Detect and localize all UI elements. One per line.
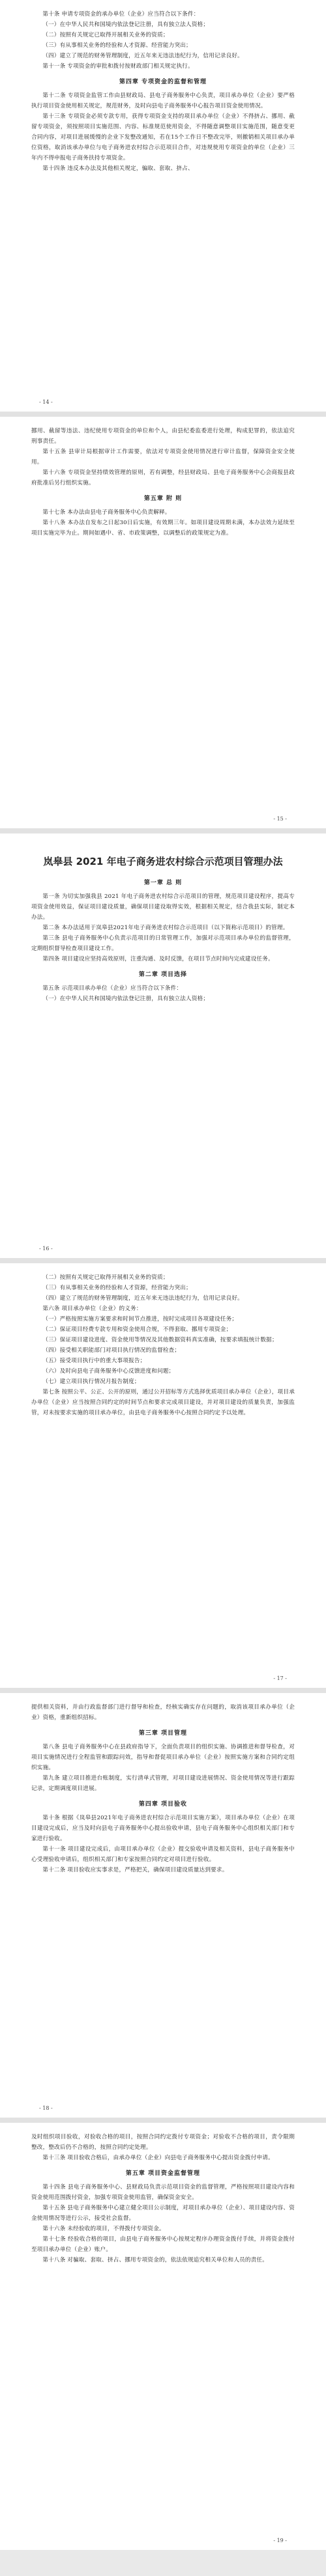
chapter-heading: 第一章 总 则 xyxy=(143,880,183,886)
paragraph: 第十一条 项目建设完成后，由项目承办单位（企业）提交验收申请及相关资料，县电子商务服务中心受理验收申请后，组织相关部门和专家按照合同约定对项目进行验收。 xyxy=(31,1846,295,1863)
paragraph: （一）在中华人民共和国境内依法登记注册，具有独立法人资格； xyxy=(42,21,209,28)
chapter-heading: 第四章 专项资金的监督和管理 xyxy=(119,79,207,85)
document-title: 岚皋县 2021 年电子商务进农村综合示范项目管理办法 xyxy=(43,856,283,867)
paragraph: （三）有从事相关业务的经验和人才资源，经营能力突出； xyxy=(42,1285,192,1291)
paragraph: 第十八条 对骗取、套取、挤占、挪用专项资金的，依法依规追究相关单位和人员的责任。 xyxy=(42,2257,269,2263)
paragraph: 第八条 县电子商务服务中心在县政府指导下，全面负责项目的组织实施、协调推进和督导检查，对项目实施情况进行全程监管和跟踪问效，指导和督促项目承办单位（企业）按照实施方案和合同约定组织实施。 xyxy=(31,1744,295,1771)
page-number: - 14 - xyxy=(39,399,53,405)
paragraph: 第十三条 项目验收合格后，由承办单位（企业）向县电子商务服务中心提出资金拨付申请。 xyxy=(42,2155,274,2161)
paragraph: （一）严格按照实施方案要求和时间节点推进，按时完成项目各项建设任务； xyxy=(42,1316,238,1323)
page-body xyxy=(31,2132,295,2265)
paragraph: 第六条 项目承办单位（企业）的义务： xyxy=(42,1306,142,1312)
paragraph: 第一条 为切实加强我县 2021 年电子商务进农村综合示范项目的管理，规范项目建设程序，提高专项资金使用效益，保证项目建设质量，确保项目建设取得实效，根据相关规定，结合我县实际，制定本办法。 xyxy=(31,893,295,921)
page-body xyxy=(31,426,295,539)
chapter-heading: 第五章 附 则 xyxy=(143,496,183,502)
paragraph: （四）建立了规范的财务管理制度，近五年来无违法违纪行为，信用记录良好。 xyxy=(42,53,243,59)
paragraph: 第十七条 经验收合格的项目，由县电子商务服务中心按规定程序办理资金拨付手续，并将资金拨付至项目承办单位（企业）账户。 xyxy=(31,2236,295,2253)
paragraph: 第十四条 县电子商务服务中心、县财政局负责示范项目资金的监督管理，严格按照项目建设内容和资金使用范围拨付资金，加强专项资金使用监管，确保资金安全。 xyxy=(31,2184,295,2201)
paragraph: 第十六条 未经验收的项目，不得拨付专项资金。 xyxy=(42,2226,165,2232)
paragraph: 第三条 县电子商务服务中心负责示范项目的日常管理工作，加强对示范项目承办单位的监督管理，定期组织督导检查项目建设工作。 xyxy=(31,935,295,952)
paragraph: （七）建立项目执行情况月报告制度； xyxy=(42,1379,140,1385)
paragraph: 第四条 项目建设应坚持高效原则，注重沟通、及时反馈，在项目节点时间内完成建设任务。 xyxy=(42,956,274,962)
page-18 xyxy=(0,1693,326,2123)
paragraph: （六）及时向县电子商务服务中心反馈进度和问题； xyxy=(42,1368,175,1375)
page-16 xyxy=(0,833,326,1263)
paragraph: 第十条 根据《岚皋县2021年电子商务进农村综合示范项目实施方案》，项目承办单位（企业）在项目建设完成后，应当及时向县电子商务服务中心提出验收申请，县电子商务服务中心组织相关部门和专家进行验收。 xyxy=(31,1815,295,1842)
paragraph: 第十二条 项目验收应实事求是，严格把关，确保项目建设质量达到要求。 xyxy=(42,1867,228,1873)
paragraph: （三）保证项目建设进度、资金使用等情况及其他数据资料真实准确，按要求填报统计数据； xyxy=(42,1337,278,1343)
page-body xyxy=(31,1272,295,1418)
page-number: - 15 - xyxy=(273,816,287,822)
paragraph: （五）接受项目执行中的重大事项报告； xyxy=(42,1358,146,1364)
paragraph: 挪用、截留等违法、违纪使用专项资金的单位和个人，由县纪委监委进行处理，构成犯罪的，依法追究刑事责任。 xyxy=(31,428,295,445)
page-number: - 18 - xyxy=(39,2105,53,2111)
paragraph: （一）在中华人民共和国境内依法登记注册，具有独立法人资格； xyxy=(42,996,209,1002)
paragraph: 第十八条 本办法自发布之日起30日后实施，有效期三年。如项目建设周期未满，本办法效力延续至项目实施完毕为止。期间如遇中、省、市政策调整，以调整后的政策规定为准。 xyxy=(31,520,295,537)
paragraph: 第五条 示范项目承办单位（企业）应当符合以下条件： xyxy=(42,985,183,992)
paragraph: 第十六条 专项资金坚持绩效管理的原则，若有调整，经县财政局、县电子商务服务中心会商报县政府批准后另行组织实施。 xyxy=(31,469,295,486)
page-17 xyxy=(0,1263,326,1693)
paragraph: 第十条 申请专项资金的承办单位（企业）应当符合以下条件： xyxy=(42,11,200,18)
paragraph: 第十四条 违反本办法及其他相关规定，骗取、套取、挤占、 xyxy=(42,165,194,172)
paragraph: 第十五条 县电子商务服务中心建立健全项目公示制度，对项目承办单位（企业）、项目建设内容、资金使用情况等进行公示，接受社会监督。 xyxy=(31,2205,295,2222)
paragraph: （二）按照有关规定已取得开展相关业务的资质； xyxy=(42,32,169,38)
paragraph: 第十二条 专项资金监管工作由县财政局、县电子商务服务中心负责，项目承办单位（企业）要严格执行项目资金使用相关规定，规范财务，及时向县电子商务服务中心报告项目资金使用情况。 xyxy=(31,92,295,109)
page-14 xyxy=(0,0,326,417)
paragraph: 第十三条 专项资金必须专款专用，获得专项资金支持的项目承办单位（企业）不得挤占、挪用、截留专项资金，须按照项目实施范围、内容、标准规范使用资金，不得随意调整项目实施范围，随意变更合同内容，对项目进展缓慢的企业下发整改通知，若在15个工作日不整改完毕，则撤销相关项目承办单位资格，取消该承办单位与电子商务进农村综合示范项目合作，对违规使用专项资金的单位（企业）三年内不得申报电子商务扶持专项资金。 xyxy=(31,113,295,161)
page-number: - 17 - xyxy=(273,1675,287,1681)
page-15 xyxy=(0,417,326,833)
paragraph: （二）按照有关规定已取得开展相关业务的资质； xyxy=(42,1274,169,1281)
paragraph: 第十七条 本办法由县电子商务服务中心负责解释。 xyxy=(42,509,171,516)
page-number: - 16 - xyxy=(39,1246,53,1252)
paragraph: 提供相关资料，并由行政监督部门进行督导和检查，经核实确实存在问题的，取消该项目承办单位（企业）资格，重新组织招标。 xyxy=(31,1704,295,1721)
paragraph: （四）建立了规范的财务管理制度，近五年来无违法违纪行为，信用记录良好。 xyxy=(42,1295,243,1302)
paragraph: （四）接受相关职能部门对项目执行情况的监督检查； xyxy=(42,1347,181,1354)
paragraph: 第七条 按照公平、公正、公开的原则，通过公开招标等方式选择优质项目承办单位（企业），项目承办单位（企业）应当按照合同约定的时间节点和要求完成项目建设，并对项目建设的质量负责，加强监管，对未按要求实施的项目承办单位，由县电子商务服务中心按照合同约定予以处理。 xyxy=(31,1389,295,1416)
page-body xyxy=(31,854,295,1004)
page-body xyxy=(31,1702,295,1875)
paragraph: 第十五条 县审计局根据审计工作需要，依法对专项资金使用情况进行审计监督，保障资金安全使用。 xyxy=(31,449,295,466)
paragraph: （三）有从事相关业务的经验和人才资源、经营能力突出； xyxy=(42,42,192,49)
chapter-heading: 第二章 项目选择 xyxy=(138,972,188,978)
chapter-heading: 第四章 项目验收 xyxy=(138,1801,188,1808)
paragraph: 第九条 建立项目推进台账制度，实行清单式管理，对项目建设进展情况、资金使用情况等进行跟踪记录，定期调度项目进展。 xyxy=(31,1775,295,1792)
paragraph: （二）保证项目经费专款专用和资金使用合规，不得套取、挪用专项资金； xyxy=(42,1326,232,1333)
paragraph: 第二条 本办法适用于岚皋县2021年电子商务进农村综合示范项目（以下简称示范项目）的管理。 xyxy=(42,925,289,931)
page-19 xyxy=(0,2123,326,2550)
chapter-heading: 第五章 项目资金监督管理 xyxy=(125,2170,201,2177)
paragraph: 及时组织项目验收，对验收合格的项目，按照合同约定拨付专项资金；对验收不合格的项目，责令限期整改，整改后仍不合格的，按照合同约定处理。 xyxy=(31,2134,295,2151)
page-number: - 19 - xyxy=(273,2538,287,2543)
page-body xyxy=(31,9,295,174)
chapter-heading: 第三章 项目管理 xyxy=(138,1730,188,1737)
paragraph: 第十一条 专项资金的审批和拨付按财政部门相关规定执行。 xyxy=(42,63,194,70)
